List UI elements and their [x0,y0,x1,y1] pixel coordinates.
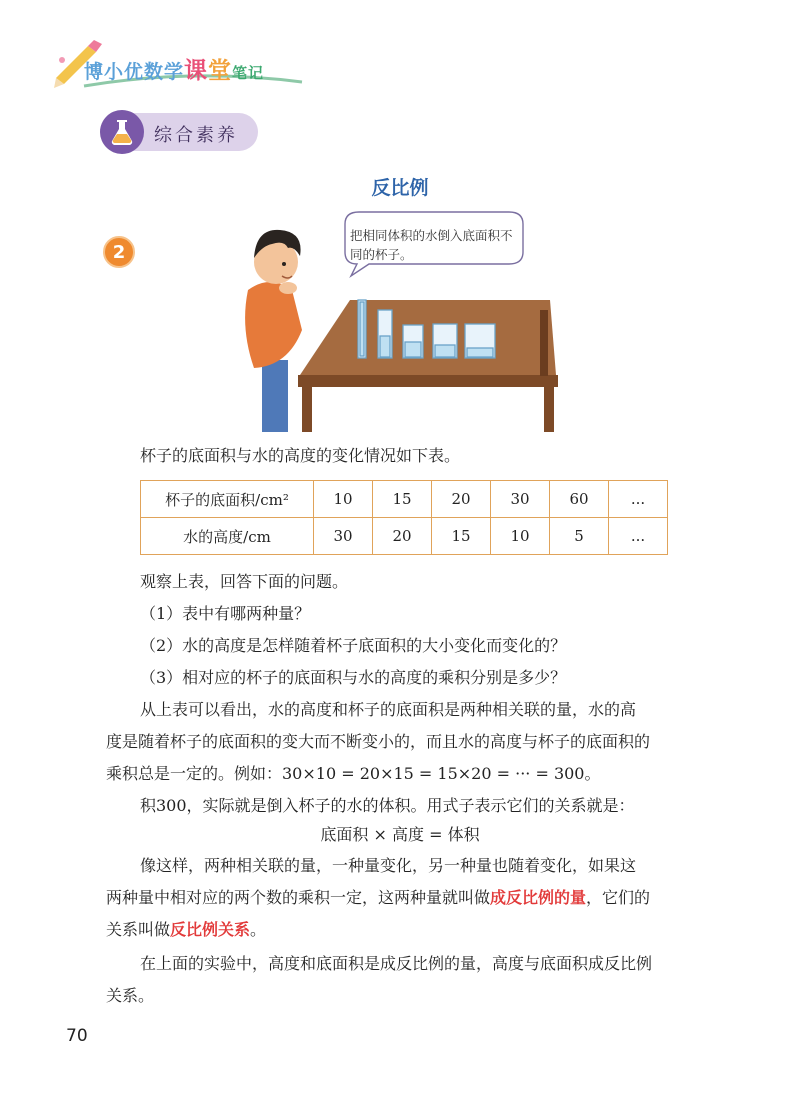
table-row-label: 杯子的底面积/cm² [141,481,314,518]
table-cell: 30 [314,518,373,555]
data-table [140,480,668,555]
table-top [300,300,556,375]
question-3: （3）相对应的杯子的底面积与水的高度的乘积分别是多少？ [140,668,567,687]
analysis-line-4: 积300，实际就是倒入杯子的水的体积。用式子表示它们的关系就是： [140,796,635,815]
table-row [141,481,668,518]
intro-text: 杯子的底面积与水的高度的变化情况如下表。 [140,446,461,465]
table-cell: 10 [314,481,373,518]
formula: 底面积 × 高度 = 体积 [320,825,480,844]
brand-part1: 博小优数学 [84,61,185,83]
definition-text: 关系叫做 [106,920,171,939]
boy-illustration [245,230,302,432]
conclusion-line-2: 关系。 [106,986,155,1005]
definition-line-2 [106,882,686,914]
section-label: 综合素养 [154,125,238,146]
table-row [141,518,668,555]
problem-number-badge [102,235,136,269]
table-cell: 20 [432,481,491,518]
term-inverse-proportion-relation: 反比例关系 [170,920,251,939]
table-cell: 15 [432,518,491,555]
section-icon-circle [100,110,144,154]
page-title: 反比例 [371,177,429,199]
table-cell: 5 [550,518,609,555]
definition-line-3 [106,914,686,946]
question-1: （1）表中有哪两种量？ [140,604,311,623]
table-cell: 30 [491,481,550,518]
table-cell: 10 [491,518,550,555]
term-inverse-proportional-quantities: 成反比例的量 [490,888,587,907]
table-cell: 60 [550,481,609,518]
question-2: （2）水的高度是怎样随着杯子底面积的大小变化而变化的？ [140,636,567,655]
flask-icon [100,110,144,154]
analysis-line-1: 从上表可以看出，水的高度和杯子的底面积是两种相关联的量，水的高 [140,700,637,719]
table-cell: ... [609,518,668,555]
table-cell: ... [609,481,668,518]
page-number: 70 [66,1026,88,1046]
speech-bubble-text: 把相同体积的水倒入底面积不同的杯子。 [350,228,513,262]
table-row-label: 水的高度/cm [141,518,314,555]
questions-lead: 观察上表，回答下面的问题。 [140,572,349,591]
definition-text: ，它们的 [586,888,651,907]
table-cell: 15 [373,481,432,518]
definition-line-1: 像这样，两种相关联的量，一种量变化，另一种量也随着变化，如果这 [140,856,637,875]
analysis-line-3: 乘积总是一定的。例如：30×10 = 20×15 = 15×20 = ··· = 300。 [106,764,601,783]
brand-title [84,52,264,85]
brand-part2: 课 [184,58,209,84]
conclusion-line-1: 在上面的实验中，高度和底面积是成反比例的量，高度与底面积成反比例 [140,954,653,973]
table-cell: 20 [373,518,432,555]
problem-number: 2 [112,242,126,263]
definition-text: 。 [250,920,267,939]
definition-text: 两种量中相对应的两个数的乘积一定，这两种量就叫做 [106,888,491,907]
brand-part3: 堂 [208,58,233,84]
analysis-line-2: 度是随着杯子的底面积的变大而不断变小的，而且水的高度与杯子的底面积的 [106,732,651,751]
brand-part4: 笔记 [232,64,265,82]
